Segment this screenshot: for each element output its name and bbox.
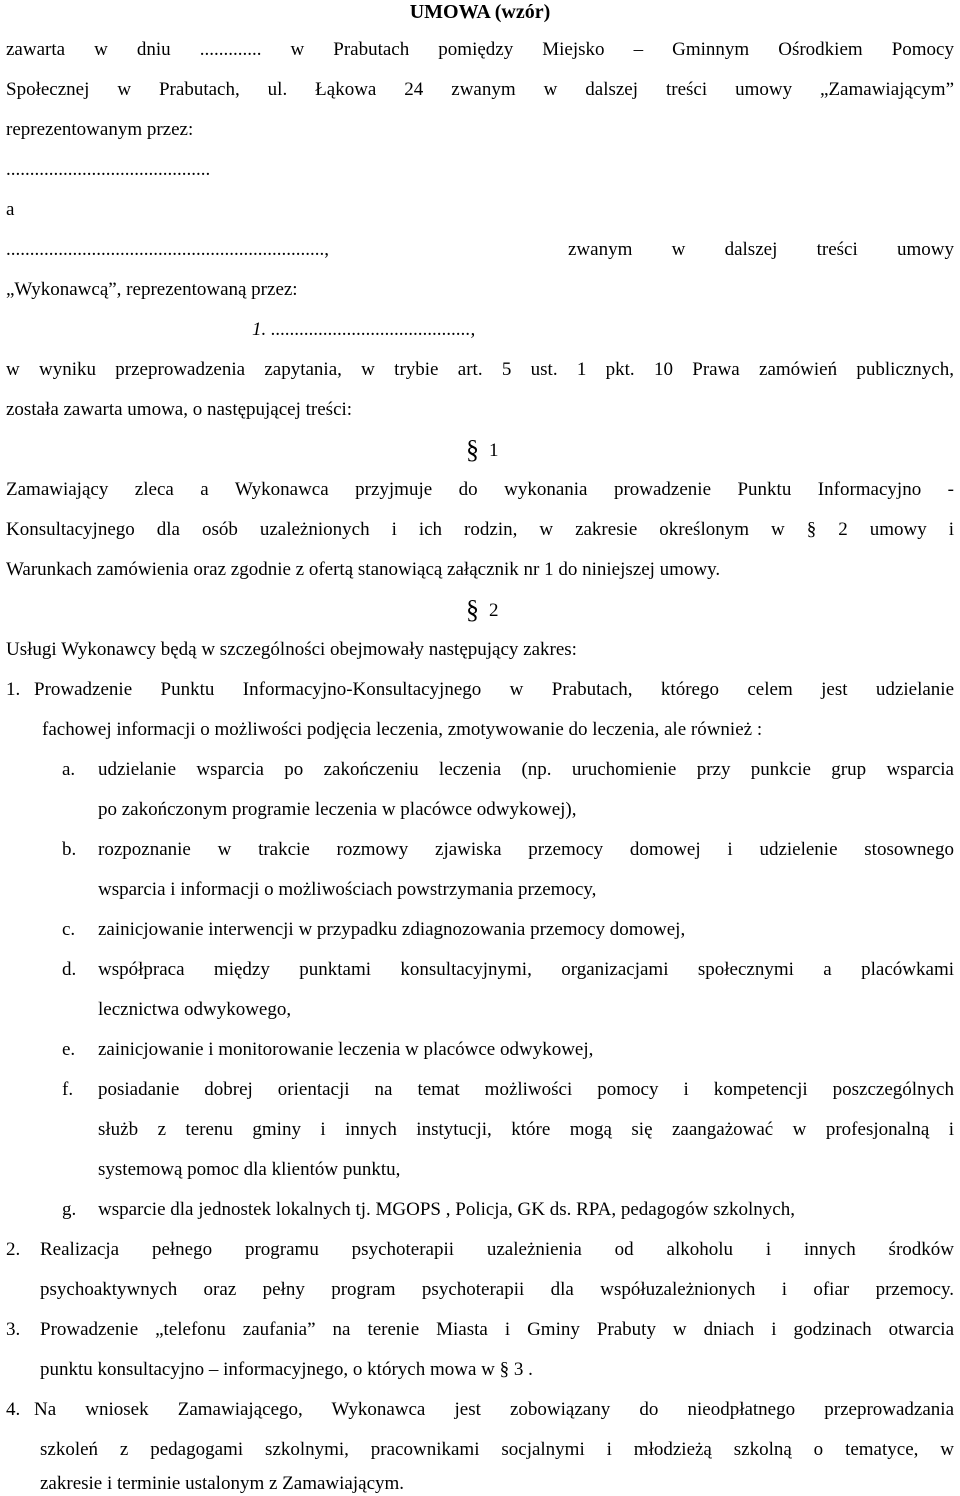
subitem-letter: f. bbox=[62, 1079, 74, 1100]
item-3-line-2: punktu konsultacyjno – informacyjnego, o których mowa w § 3 . bbox=[40, 1359, 533, 1380]
item-4-line-1: Na wniosek Zamawiającego, Wykonawca jest zobowiązany do nieodpłatnego przeprowadzania bbox=[34, 1399, 954, 1420]
subitem-a-line-2: po zakończonym programie leczenia w placówce odwykowej), bbox=[98, 799, 577, 820]
item-number: 2. bbox=[6, 1239, 21, 1260]
section-1-line-3: Warunkach zamówienia oraz zgodnie z ofertą stanowiącą załącznik nr 1 do niniejszej umowy. bbox=[6, 559, 721, 580]
representative-line: 1. .........................................., bbox=[252, 319, 476, 340]
item-4-line-2: szkoleń z pedagogami szkolnymi, pracownikami socjalnymi i młodzieżą szkolną o tematyce, w bbox=[40, 1439, 954, 1460]
intro-line-6 bbox=[6, 238, 954, 262]
intro-line-1: zawarta w dniu ............. w Prabutach pomiędzy Miejsko – Gminnym Ośrodkiem Pomocy bbox=[6, 39, 954, 60]
subitem-d-line-2: lecznictwa odwykowego, bbox=[98, 999, 292, 1020]
subitem-letter: b. bbox=[62, 839, 77, 860]
subitem-e-line-1: zainicjowanie i monitorowanie leczenia w placówce odwykowej, bbox=[98, 1039, 594, 1060]
item-number: 4. bbox=[6, 1399, 21, 1420]
item-1-line-1: Prowadzenie Punktu Informacyjno-Konsultacyjnego w Prabutach, którego celem jest udzielanie bbox=[34, 679, 954, 700]
item-number: 1. bbox=[6, 679, 21, 700]
subitem-letter: e. bbox=[62, 1039, 76, 1060]
contractor-dots: ..................................................................., bbox=[6, 239, 329, 260]
section-1-heading bbox=[466, 435, 499, 464]
intro-line-2: Społecznej w Prabutach, ul. Łąkowa 24 zwanym w dalszej treści umowy „Zamawiającym” bbox=[6, 79, 954, 100]
subitem-letter: g. bbox=[62, 1199, 77, 1220]
subitem-letter: c. bbox=[62, 919, 76, 940]
item-2-line-1: Realizacja pełnego programu psychoterapii uzależnienia od alkoholu i innych środków bbox=[40, 1239, 954, 1260]
subitem-f-line-1: posiadanie dobrej orientacji na temat możliwości pomocy i kompetencji poszczególnych bbox=[98, 1079, 954, 1100]
subitem-letter: d. bbox=[62, 959, 77, 980]
intro-line-9: w wyniku przeprowadzenia zapytania, w trybie art. 5 ust. 1 pkt. 10 Prawa zamówień publicznych, bbox=[6, 359, 954, 380]
subitem-b-line-1: rozpoznanie w trakcie rozmowy zjawiska przemocy domowej i udzielenie stosownego bbox=[98, 839, 954, 860]
subitem-a-line-1: udzielanie wsparcia po zakończeniu leczenia (np. uruchomienie przy punkcie grup wsparcia bbox=[98, 759, 954, 780]
paragraph-sign: § bbox=[466, 435, 479, 464]
intro-conjunction: a bbox=[6, 199, 15, 220]
subitem-b-line-2: wsparcia i informacji o możliwościach powstrzymania przemocy, bbox=[98, 879, 597, 900]
paragraph-sign: § bbox=[466, 595, 479, 624]
subitem-g-line-1: wsparcie dla jednostek lokalnych tj. MGOPS , Policja, GK ds. RPA, pedagogów szkolnych, bbox=[98, 1199, 795, 1220]
item-2-line-2: psychoaktywnych oraz pełny program psychoterapii dla współuzależnionych i ofiar przemocy. bbox=[40, 1279, 954, 1300]
intro-line-3: reprezentowanym przez: bbox=[6, 119, 194, 140]
item-number: 3. bbox=[6, 1319, 21, 1340]
item-3-line-1: Prowadzenie „telefonu zaufania” na terenie Miasta i Gminy Prabuty w dniach i godzinach otwarcia bbox=[40, 1319, 954, 1340]
subitem-letter: a. bbox=[62, 759, 76, 780]
intro-line-7: „Wykonawcą”, reprezentowaną przez: bbox=[6, 279, 298, 300]
subitem-f-line-3: systemową pomoc dla klientów punktu, bbox=[98, 1159, 401, 1180]
section-1-number: 1 bbox=[489, 440, 499, 461]
section-1-line-2: Konsultacyjnego dla osób uzależnionych i ich rodzin, w zakresie określonym w § 2 umowy i bbox=[6, 519, 954, 540]
intro-line-10: została zawarta umowa, o następującej treści: bbox=[6, 399, 353, 420]
section-2-number: 2 bbox=[489, 600, 499, 621]
subitem-d-line-1: współpraca między punktami konsultacyjnymi, organizacjami społecznymi a placówkami bbox=[98, 959, 954, 980]
subitem-f-line-2: służb z terenu gminy i innych instytucji, które mogą się zaangażować w profesjonalną i bbox=[98, 1119, 954, 1140]
item-1-line-2: fachowej informacji o możliwości podjęcia leczenia, zmotywowanie do leczenia, ale również : bbox=[42, 719, 763, 740]
subitem-c-line-1: zainicjowanie interwencji w przypadku zdiagnozowania przemocy domowej, bbox=[98, 919, 686, 940]
section-2-heading bbox=[466, 595, 499, 624]
section-2-intro: Usługi Wykonawcy będą w szczególności obejmowały następujący zakres: bbox=[6, 639, 577, 660]
section-1-line-1: Zamawiający zleca a Wykonawca przyjmuje do wykonania prowadzenie Punktu Informacyjno - bbox=[6, 479, 954, 500]
signature-dots: ........................................... bbox=[6, 159, 211, 180]
item-4-line-3: zakresie i terminie ustalonym z Zamawiającym. bbox=[40, 1473, 405, 1494]
intro-line-6-text: zwanym w dalszej treści umowy bbox=[568, 239, 954, 260]
document-title: UMOWA (wzór) bbox=[409, 1, 551, 23]
